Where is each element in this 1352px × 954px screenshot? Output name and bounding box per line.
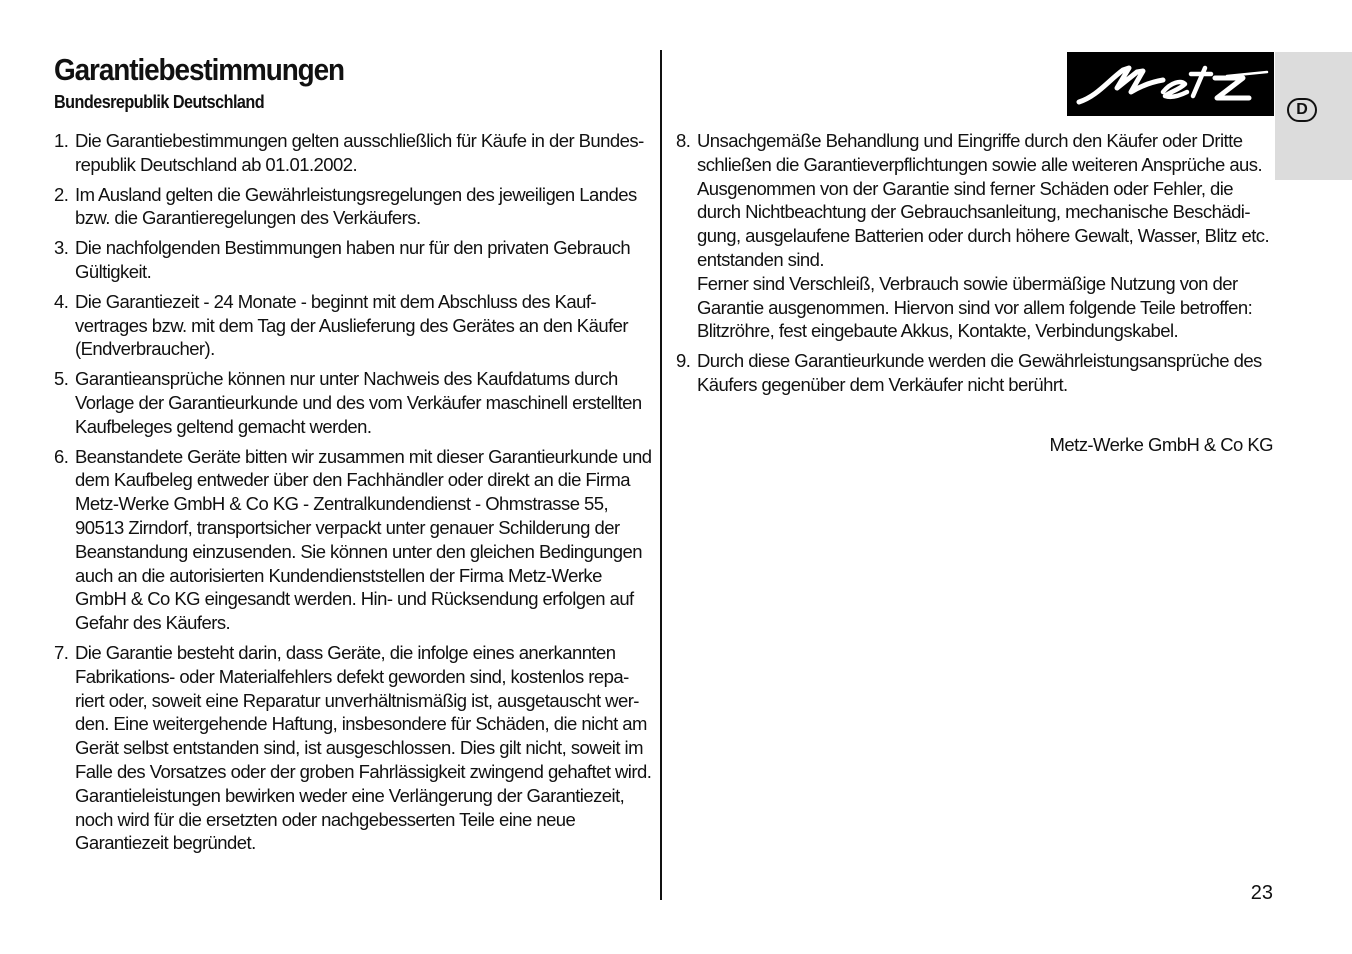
list-item xyxy=(676,349,1276,397)
left-column xyxy=(54,129,654,861)
item-text: Die Garantie besteht darin, dass Geräte, die infolge eines anerkannten Fabrikations- oder Materialfehlers defekt geworden sind, kostenlos repa-riert oder, soweit eine Reparatur unverhältnismäßig ist, ausgetauscht wer-den. Eine weitergehende Haftung, insbesondere für Schäden, die nicht am Gerät selbst entstanden sind, ist ausgeschlossen. Dies gilt nicht, soweit im Falle des Vorsatzes oder der groben Fahrlässigkeit zwingend gehaftet wird. Garantieleistungen bewirken weder eine Verlängerung der Garantiezeit, noch wird für die ersetzten oder nachgebesserten Teile eine neue Garantiezeit begründet. xyxy=(75,641,652,854)
list-item xyxy=(54,445,654,635)
item-number: 9. xyxy=(676,350,691,372)
list-item xyxy=(54,183,654,231)
language-badge: D xyxy=(1287,98,1317,122)
list-item xyxy=(54,290,654,361)
metz-logo-icon xyxy=(1067,52,1274,116)
metz-logo xyxy=(1067,52,1274,116)
item-number: 6. xyxy=(54,445,69,467)
item-text: Beanstandete Geräte bitten wir zusammen mit dieser Garantieurkunde und dem Kaufbeleg entweder über den Fachhändler oder direkt an die Firma Metz-Werke GmbH & Co KG - Zentralkundendienst - Ohmstrasse 55, 90513 Zirndorf, transportsicher verpackt unter genauer Schilderung der Beanstandung einzusenden. Sie können unter den gleichen Bedingungen auch an die autorisierten Kundendienststellen der Firma Metz-Werke GmbH & Co KG eingesandt werden. Hin- und Rücksendung erfolgen auf Gefahr des Käufers. xyxy=(75,445,652,634)
list-item xyxy=(54,236,654,284)
item-number: 7. xyxy=(54,641,69,663)
right-column xyxy=(676,129,1276,403)
language-tab xyxy=(1275,52,1352,180)
item-number: 1. xyxy=(54,130,69,151)
item-text: Unsachgemäße Behandlung und Eingriffe durch den Käufer oder Dritte schließen die Garantieverpflichtungen sowie alle weiteren Ansprüche aus. Ausgenommen von der Garantie sind ferner Schäden oder Fehler, die durch Nichtbeachtung der Gebrauchsanleitung, mechanische Beschädi-gung, ausgelaufene Batterien oder durch höhere Gewalt, Wasser, Blitz etc. entstanden sind. xyxy=(697,130,1270,270)
item-number: 2. xyxy=(54,183,69,205)
company-signature: Metz-Werke GmbH & Co KG xyxy=(1049,434,1273,455)
list-item xyxy=(54,129,654,177)
list-item xyxy=(54,641,654,855)
item-text: Durch diese Garantieurkunde werden die Gewährleistungsansprüche des Käufers gegenüber dem Verkäufer nicht berührt. xyxy=(697,350,1262,395)
column-divider xyxy=(660,50,662,900)
item-text: Garantieansprüche können nur unter Nachweis des Kaufdatums durch Vorlage der Garantieurkunde und des vom Verkäufer maschinell erstellten Kaufbeleges geltend gemacht werden. xyxy=(75,368,642,437)
item-text: Im Ausland gelten die Gewährleistungsregelungen des jeweiligen Landes bzw. die Garantieregelungen des Verkäufers. xyxy=(75,183,637,229)
item-number: 8. xyxy=(676,130,691,151)
item-text: Die Garantiezeit - 24 Monate - beginnt mit dem Abschluss des Kauf-vertrages bzw. mit dem Tag der Auslieferung des Gerätes an den Käufer (Endverbraucher). xyxy=(75,290,629,360)
item-text: Die nachfolgenden Bestimmungen haben nur für den privaten Gebrauch Gültigkeit. xyxy=(75,237,631,282)
page-number: 23 xyxy=(1250,882,1273,904)
item-number: 3. xyxy=(54,237,69,259)
item-number: 4. xyxy=(54,290,69,312)
list-item xyxy=(676,129,1276,343)
page-subtitle: Bundesrepublik Deutschland xyxy=(54,92,265,112)
item-text: Die Garantiebestimmungen gelten ausschließlich für Käufe in der Bundes-republik Deutschland ab 01.01.2002. xyxy=(75,130,644,175)
item-number: 5. xyxy=(54,368,69,390)
list-item xyxy=(54,367,654,438)
item-text-continued: Ferner sind Verschleiß, Verbrauch sowie übermäßige Nutzung von der Garantie ausgenommen. Hiervon sind vor allem folgende Teile betroffen: Blitzröhre, fest eingebaute Akkus, Kontakte, Verbindungskabel. xyxy=(697,272,1253,342)
page-title: Garantiebestimmungen xyxy=(54,52,345,87)
